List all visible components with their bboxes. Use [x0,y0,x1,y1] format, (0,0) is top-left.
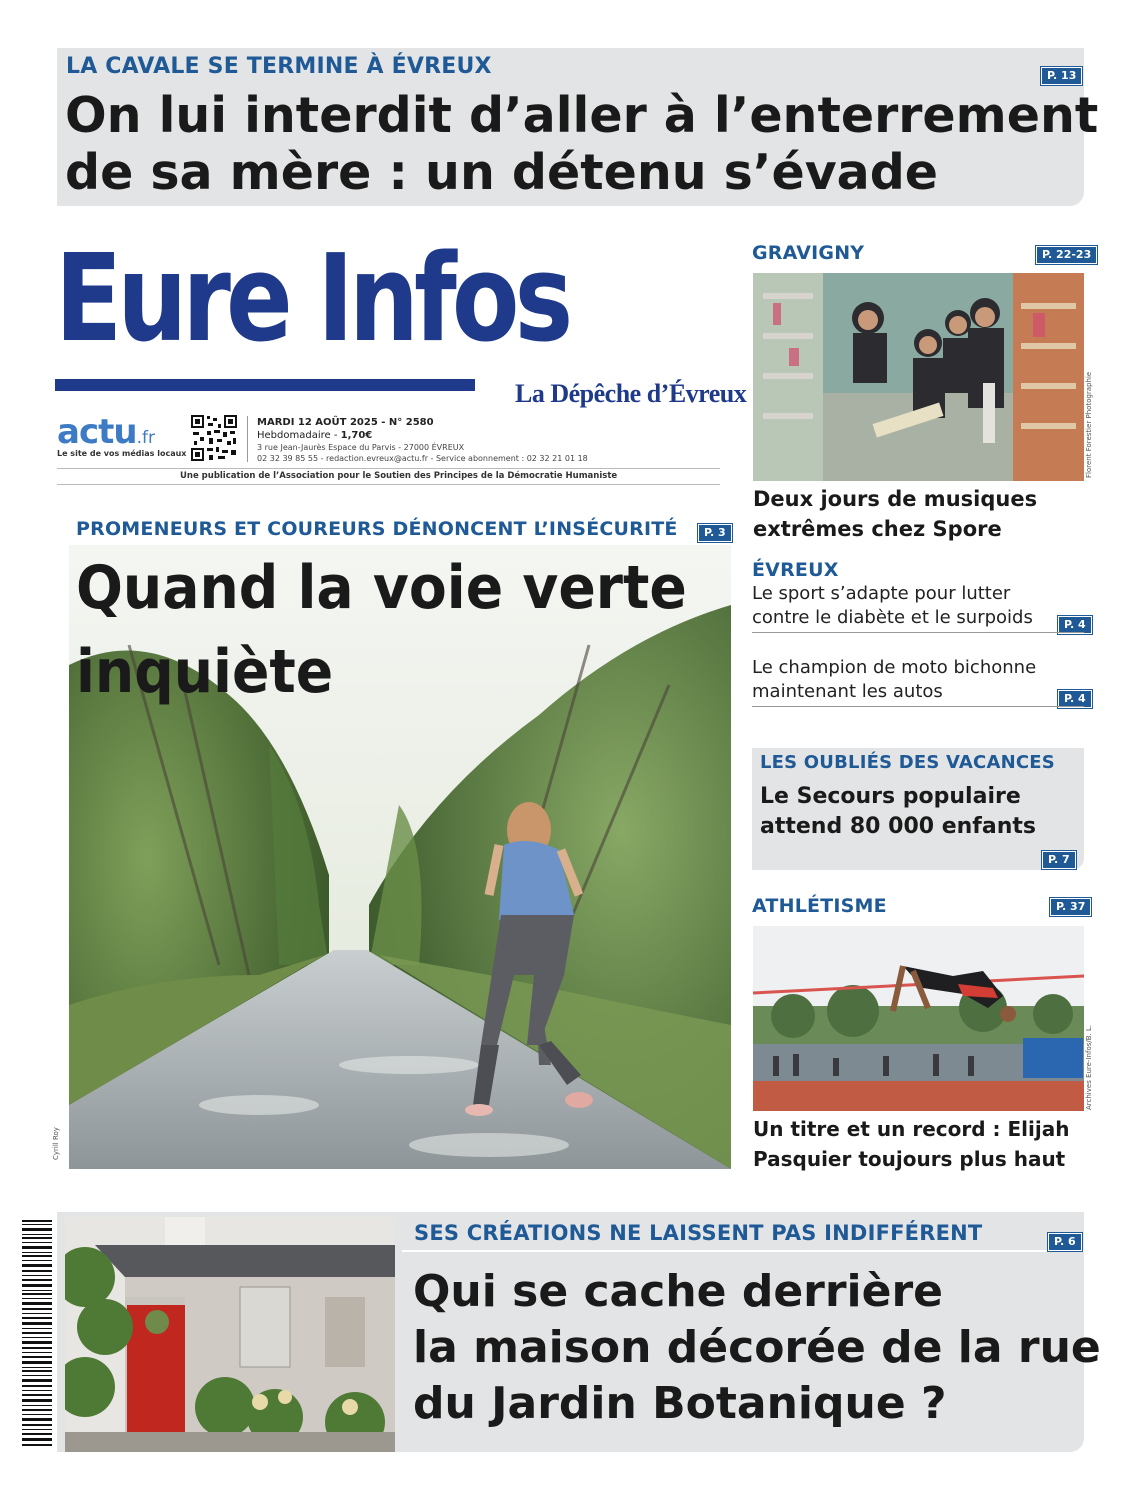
qr-code[interactable] [190,414,238,462]
actu-logo-text: actu [57,412,137,452]
issue-frequency-line [257,429,727,442]
issue-address: 3 rue Jean-Jaurès Espace du Parvis - 27000 ÉVREUX [257,443,465,452]
bottom-story-headline-3: du Jardin Botanique ? [413,1378,947,1429]
gravigny-page-badge: P. 22-23 [1036,246,1097,264]
athletisme-page-badge: P. 37 [1050,898,1091,916]
top-story-banner[interactable] [57,48,1099,206]
bottom-story-kicker: SES CRÉATIONS NE LAISSENT PAS INDIFFÉRENT [414,1221,983,1245]
evreux-item2-page-badge: P. 4 [1058,690,1092,708]
top-story-kicker: LA CAVALE SE TERMINE À ÉVREUX [66,54,492,79]
vacances-headline-1: Le Secours populaire [760,784,1021,809]
gravigny-photo[interactable] [753,273,1084,481]
gravigny-kicker: GRAVIGNY [752,242,865,264]
athletisme-photo[interactable] [753,926,1084,1111]
athletisme-headline-2: Pasquier toujours plus haut [753,1147,1066,1171]
issue-date-number: MARDI 12 AOÛT 2025 - N° 2580 [257,417,434,428]
gravigny-headline-1: Deux jours de musiques [753,487,1038,511]
bottom-kicker-rule [402,1250,1084,1252]
main-story-kicker: PROMENEURS ET COUREURS DÉNONCENT L’INSÉCURITÉ [76,518,678,540]
top-story-page-badge: P. 13 [1041,67,1082,85]
actu-logo-suffix: .fr [136,428,155,448]
bottom-story-page-badge: P. 6 [1048,1233,1082,1251]
evreux-item2-line2: maintenant les autos [752,681,943,702]
bottom-story-photo[interactable] [65,1217,395,1452]
evreux-item1-page-badge: P. 4 [1058,616,1092,634]
publisher-rule-bottom [57,484,720,485]
gravigny-photo-credit: Florent Forestier Photographie [1085,371,1093,478]
issue-info [257,416,727,464]
masthead-title: Eure Infos [55,230,569,369]
athletisme-kicker: ATHLÉTISME [752,895,887,917]
issue-contact: 02 32 39 85 55 - redaction.evreux@actu.fr - Service abonnement : 02 32 21 01 18 [257,454,588,463]
evreux-kicker: ÉVREUX [752,559,839,581]
evreux-item1-line2: contre le diabète et le surpoids [752,607,1033,628]
top-story-headline-1: On lui interdit d’aller à l’enterrement [65,87,1099,144]
evreux-rule-1 [752,632,1084,633]
evreux-item1-line1: Le sport s’adapte pour lutter [752,583,1011,604]
publisher-line: Une publication de l’Association pour le Soutien des Principes de la Démocratie Humaniste [180,471,618,481]
bottom-story-headline-1: Qui se cache derrière [413,1266,944,1317]
issue-frequency: Hebdomadaire - [257,430,341,441]
main-story-headline-1: Quand la voie verte [76,553,687,623]
top-story-headline-2: de sa mère : un détenu s’évade [65,144,939,201]
vacances-box[interactable] [752,748,1084,870]
issue-price: 1,70€ [340,430,373,441]
athletisme-photo-credit: Archives Eure-Infos/B. L. [1085,1024,1093,1110]
vacances-kicker: LES OUBLIÉS DES VACANCES [760,752,1055,773]
vacances-page-badge: P. 7 [1042,851,1076,869]
bottom-story-headline-2: la maison décorée de la rue [413,1322,1101,1373]
main-photo-credit: Cyrill Roy [52,1127,60,1160]
masthead-subtitle: La Dépêche d’Évreux [515,379,747,408]
vacances-headline-2: attend 80 000 enfants [760,814,1036,839]
main-story-headline-2: inquiète [76,637,334,707]
gravigny-headline-2: extrêmes chez Spore [753,517,1002,541]
main-story-page-badge: P. 3 [698,524,732,542]
publisher-rule [57,468,720,469]
actu-tagline: Le site de vos médias locaux [57,449,187,458]
barcode [22,1218,52,1450]
athletisme-headline-1: Un titre et un record : Elijah [753,1117,1070,1141]
evreux-item2-line1: Le champion de moto bichonne [752,657,1037,678]
actu-logo[interactable] [57,412,187,467]
masthead-rule [55,379,475,391]
masthead-divider [247,416,248,462]
evreux-rule-2 [752,706,1084,707]
